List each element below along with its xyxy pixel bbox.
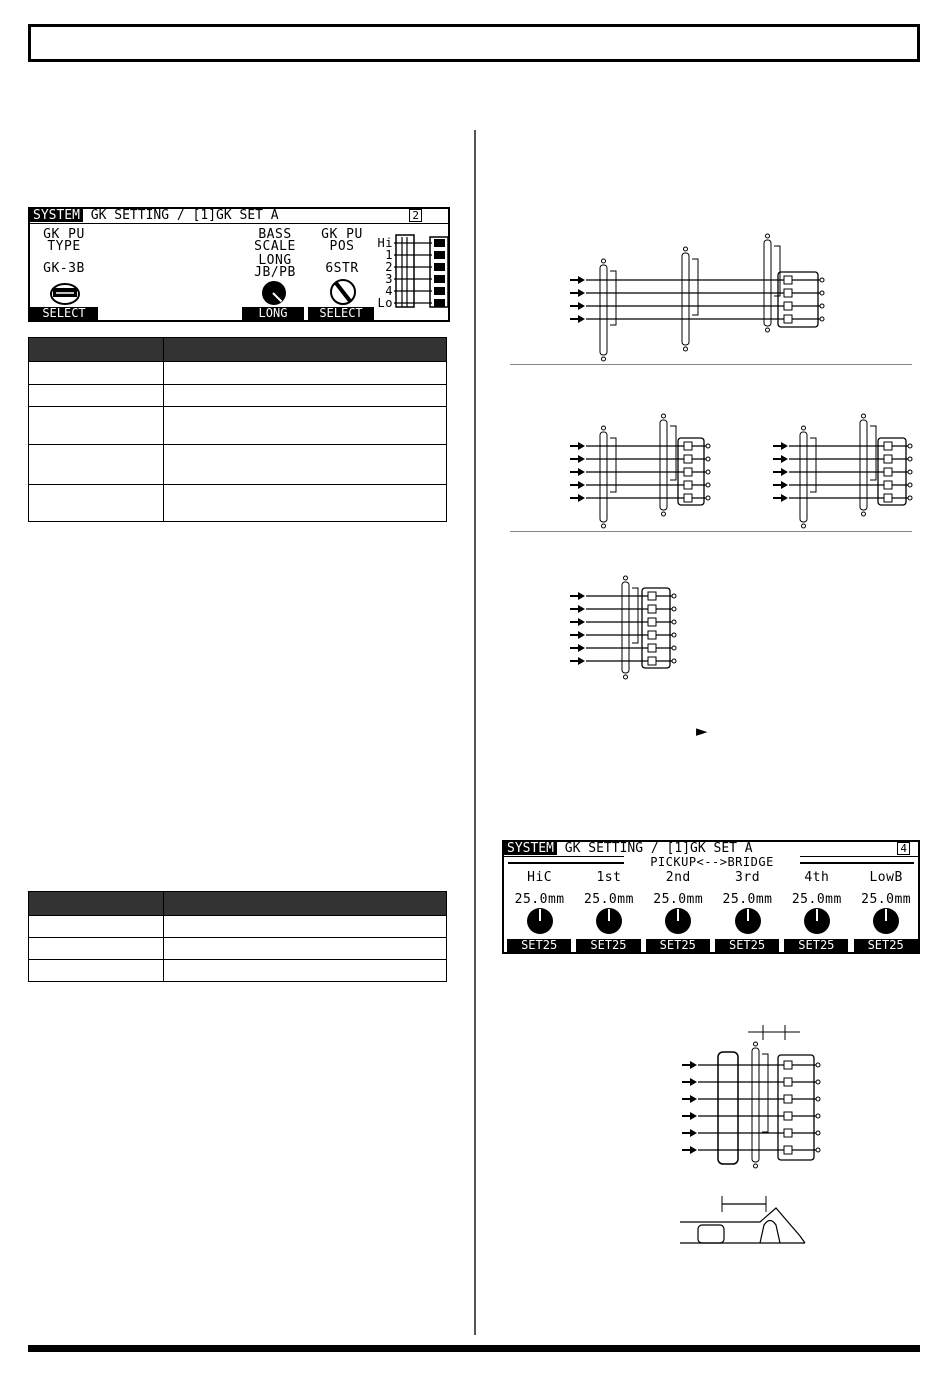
lcd-footer-long[interactable]: LONG (242, 307, 304, 320)
arrowhead-icon (578, 289, 585, 297)
lcd-title-system: SYSTEM (504, 842, 557, 855)
arrowhead-icon (690, 1146, 697, 1154)
arrowhead-icon (578, 494, 585, 502)
pickup-cable (762, 1054, 768, 1132)
bridge-saddle (684, 442, 692, 450)
bridge-saddle (648, 605, 656, 613)
string-end-circle (706, 444, 710, 448)
lcd-screen-pickup-bridge (502, 840, 920, 954)
string-end-circle (706, 496, 710, 500)
string-end-circle (672, 659, 676, 663)
footer-rule (28, 1345, 920, 1352)
string-name: 2nd (665, 870, 691, 885)
string-end-circle (816, 1080, 820, 1084)
arrowhead-icon (781, 468, 788, 476)
pickup-screw (684, 247, 688, 251)
lcd-page-number: 2 (409, 209, 422, 222)
bridge-saddle (784, 289, 792, 297)
string-label: Hi (377, 236, 393, 250)
arrowhead-icon (578, 481, 585, 489)
gk-pu-type-label: GK PU TYPE (43, 227, 85, 254)
string-end-circle (672, 646, 676, 650)
lcd-footer-select-2[interactable]: SELECT (308, 307, 374, 320)
pickup-screw (624, 576, 628, 580)
string-end-circle (816, 1063, 820, 1067)
string-end-circle (908, 470, 912, 474)
string-name: 1st (596, 870, 622, 885)
arrowhead-icon (690, 1129, 697, 1137)
arrowhead-icon (578, 605, 585, 613)
bridge-saddle (784, 1078, 792, 1086)
arrowhead-icon (578, 644, 585, 652)
arrowhead-icon (690, 1061, 697, 1069)
string-end-circle (908, 496, 912, 500)
bridge-saddle (784, 1129, 792, 1137)
set25-button[interactable]: SET25 (854, 939, 918, 952)
bridge-saddle (884, 455, 892, 463)
arrowhead-icon (578, 442, 585, 450)
string-end-circle (672, 594, 676, 598)
string-name: LowB (869, 870, 903, 885)
pickup-screw (802, 426, 806, 430)
string-end-circle (816, 1148, 820, 1152)
pickup-screw (662, 512, 666, 516)
string-end-circle (672, 620, 676, 624)
bridge-saddle (648, 631, 656, 639)
pickup-screw (624, 675, 628, 679)
arrowhead-icon (578, 455, 585, 463)
string-label: 4 (385, 284, 393, 298)
bridge-saddle (884, 494, 892, 502)
distance-value: 25.0mm (861, 892, 912, 907)
bridge-saddle (784, 302, 792, 310)
neck-pickup-outline (718, 1052, 738, 1164)
bass-scale-label: BASS SCALE (254, 227, 296, 254)
arrowhead-icon (781, 442, 788, 450)
bridge-saddle (884, 442, 892, 450)
bridge-saddle (648, 592, 656, 600)
pickup-outline (860, 420, 867, 510)
pickup-cable (774, 246, 780, 296)
pickup-screw (602, 524, 606, 528)
set25-button[interactable]: SET25 (646, 939, 710, 952)
string-end-circle (816, 1114, 820, 1118)
distance-knob[interactable] (527, 908, 553, 934)
pickup-screw (602, 357, 606, 361)
pickup-outline (764, 240, 771, 326)
distance-knob[interactable] (804, 908, 830, 934)
pickup-screw (662, 414, 666, 418)
bass-scale-value: LONG JB/PB (254, 253, 296, 280)
set25-button[interactable]: SET25 (784, 939, 848, 952)
bridge-saddle (784, 1146, 792, 1154)
pickup-screw (602, 259, 606, 263)
gk-pu-pos-label: GK PU POS (321, 227, 363, 254)
lcd-title-path: GK SETTING / [1]GK SET A (564, 841, 753, 856)
pickup-outline (682, 253, 689, 345)
bridge-saddle (684, 468, 692, 476)
pickup-screw (602, 426, 606, 430)
arrowhead-icon (578, 276, 585, 284)
bridge-saddle (648, 618, 656, 626)
distance-knob[interactable] (873, 908, 899, 934)
arrowhead-icon (690, 1095, 697, 1103)
distance-value: 25.0mm (514, 892, 565, 907)
bridge-saddle (884, 481, 892, 489)
string-end-circle (706, 457, 710, 461)
string-end-circle (706, 483, 710, 487)
pickup-screw (766, 328, 770, 332)
set25-button[interactable]: SET25 (507, 939, 571, 952)
distance-value: 25.0mm (653, 892, 704, 907)
string-end-circle (908, 457, 912, 461)
pickup-screw (802, 524, 806, 528)
bridge-outline (778, 1055, 814, 1160)
distance-knob[interactable] (735, 908, 761, 934)
distance-value: 25.0mm (722, 892, 773, 907)
string-end-circle (820, 304, 824, 308)
string-end-circle (672, 607, 676, 611)
lcd-footer-select-1[interactable]: SELECT (30, 307, 98, 320)
diagram-separator (510, 364, 912, 365)
arrowhead-icon (690, 1112, 697, 1120)
distance-knob[interactable] (596, 908, 622, 934)
bridge-saddle (784, 1095, 792, 1103)
pickup-screw (754, 1042, 758, 1046)
pickup-outline (600, 265, 607, 355)
string-end-circle (672, 633, 676, 637)
lcd-subtitle: PICKUP<-->BRIDGE (624, 856, 800, 868)
string-label: Lo (377, 296, 393, 310)
string-end-circle (816, 1131, 820, 1135)
string-end-circle (820, 317, 824, 321)
play-arrow-icon: ► (696, 722, 708, 740)
bridge-saddle (684, 494, 692, 502)
pickup-outline (660, 420, 667, 510)
string-end-circle (908, 483, 912, 487)
pickup-cable (610, 271, 616, 325)
string-label: 3 (385, 272, 393, 286)
pickup-screw (862, 512, 866, 516)
distance-value: 25.0mm (583, 892, 634, 907)
string-name: 3rd (735, 870, 761, 885)
side-view-pickup (698, 1225, 724, 1243)
bridge-saddle (784, 315, 792, 323)
arrowhead-icon (578, 302, 585, 310)
string-name: 4th (804, 870, 830, 885)
string-end-circle (820, 291, 824, 295)
lcd-title-system: SYSTEM (30, 209, 83, 222)
set25-button[interactable]: SET25 (715, 939, 779, 952)
bridge-saddle (648, 657, 656, 665)
string-label: 2 (385, 260, 393, 274)
arrowhead-icon (578, 657, 585, 665)
arrowhead-icon (578, 592, 585, 600)
gk-pu-type-value: GK-3B (43, 261, 85, 276)
string-end-circle (820, 278, 824, 282)
side-view-string (680, 1208, 805, 1243)
bridge-saddle (784, 1112, 792, 1120)
pickup-screw (684, 347, 688, 351)
pickup-screw (766, 234, 770, 238)
diagram-separator (510, 531, 912, 532)
string-end-circle (908, 444, 912, 448)
arrowhead-icon (690, 1078, 697, 1086)
bridge-saddle (784, 276, 792, 284)
lcd-page-number: 4 (897, 842, 910, 855)
string-name: HiC (527, 870, 553, 885)
bridge-saddle (784, 1061, 792, 1069)
arrowhead-icon (781, 481, 788, 489)
string-end-circle (706, 470, 710, 474)
gk-pu-pos-value: 6STR (325, 261, 359, 276)
arrowhead-icon (781, 455, 788, 463)
string-label: 1 (385, 248, 393, 262)
string-end-circle (816, 1097, 820, 1101)
distance-value: 25.0mm (791, 892, 842, 907)
arrowhead-icon (578, 631, 585, 639)
arrowhead-icon (578, 468, 585, 476)
set25-button[interactable]: SET25 (576, 939, 640, 952)
bridge-saddle (884, 468, 892, 476)
pickup-screw (862, 414, 866, 418)
arrowhead-icon (578, 315, 585, 323)
bridge-saddle (684, 455, 692, 463)
side-view-saddle (760, 1221, 780, 1244)
lcd-title-path: GK SETTING / [1]GK SET A (90, 208, 279, 223)
arrowhead-icon (578, 618, 585, 626)
bridge-saddle (684, 481, 692, 489)
pickup-screw (754, 1164, 758, 1168)
bridge-saddle (648, 644, 656, 652)
arrowhead-icon (781, 494, 788, 502)
distance-knob[interactable] (665, 908, 691, 934)
